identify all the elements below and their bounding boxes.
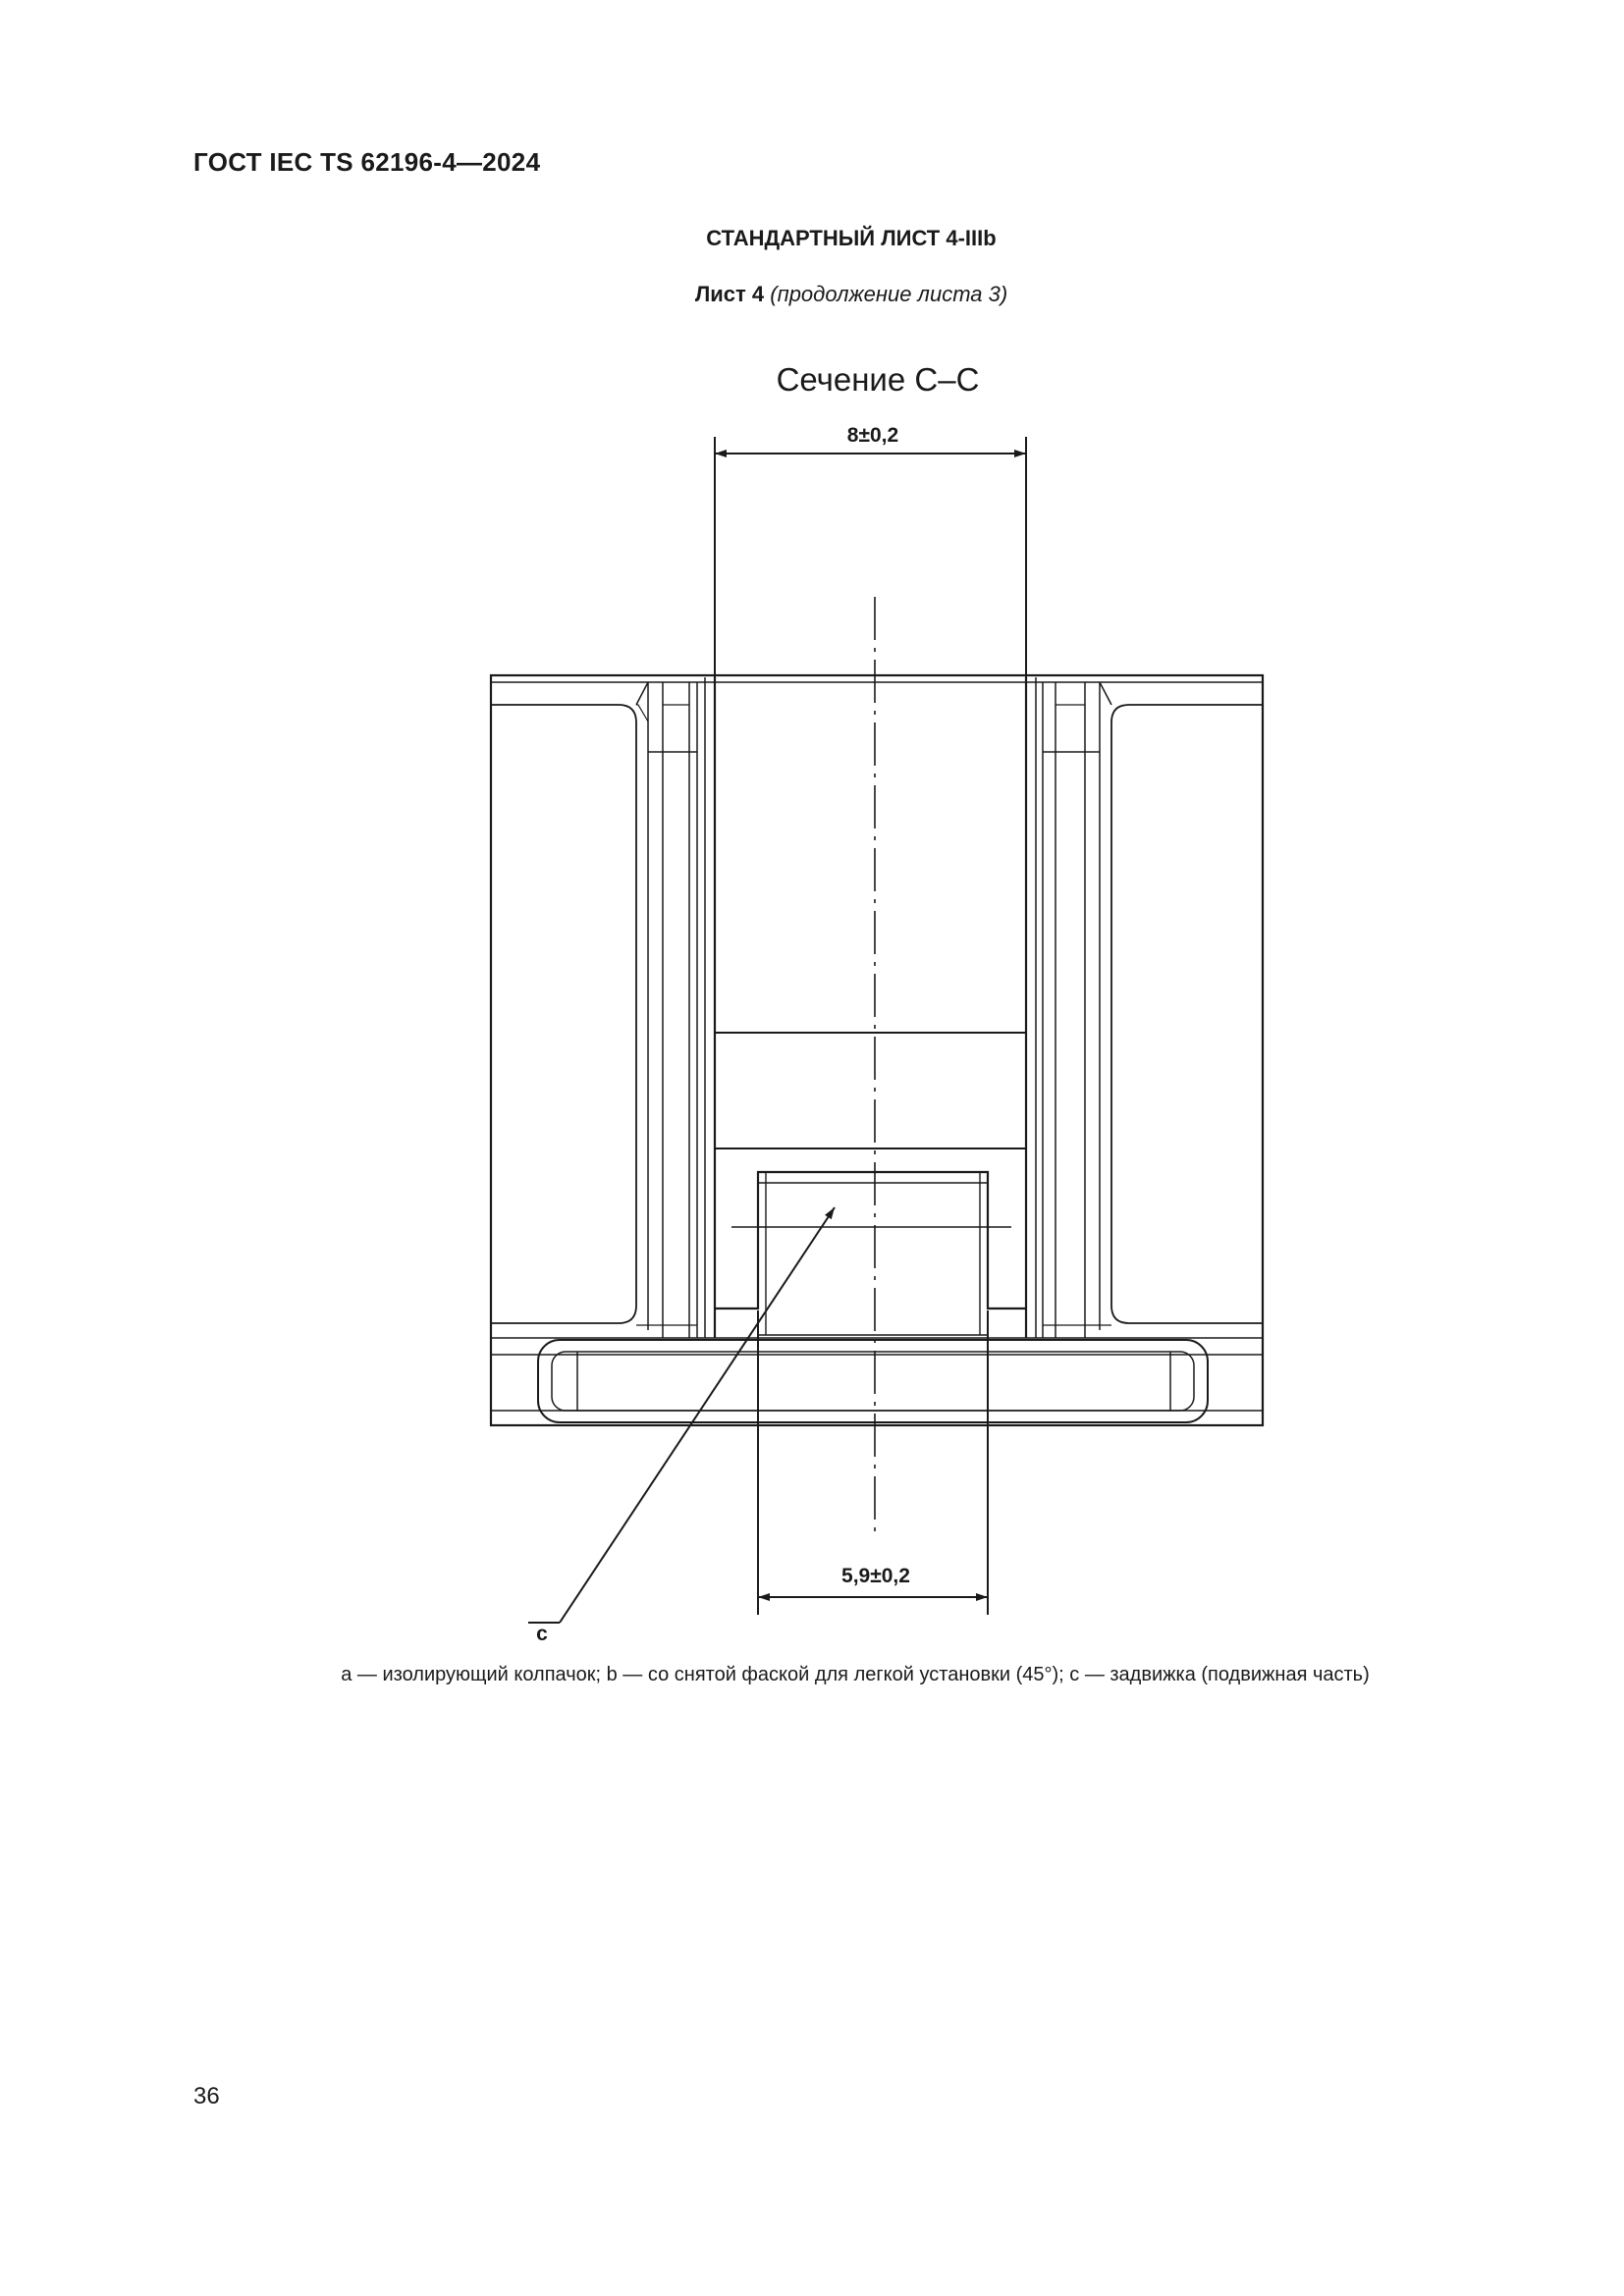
sheet-note: (продолжение листа 3) <box>770 282 1008 306</box>
dim-bottom-label: 5,9±0,2 <box>841 1565 910 1587</box>
latch-upper-block <box>715 1033 1026 1148</box>
dim-top-label: 8±0,2 <box>846 424 899 447</box>
outer-body <box>491 675 1263 1425</box>
sheet-label: Лист 4 <box>694 282 765 306</box>
sheet-title: СТАНДАРТНЫЙ ЛИСТ 4-IIIb <box>706 226 997 250</box>
page-number: 36 <box>193 2083 220 2109</box>
section-title: Сечение С–С <box>776 361 980 398</box>
standard-code: ГОСТ IEC TS 62196-4—2024 <box>193 147 541 177</box>
left-cavity <box>491 705 636 1323</box>
right-cavity <box>1111 705 1263 1323</box>
callout-c-label: c <box>536 1623 548 1645</box>
legend: а — изолирующий колпачок; b — со снятой фаской для легкой установки (45°); с — задвижка (подвижная часть) <box>341 1664 1370 1685</box>
